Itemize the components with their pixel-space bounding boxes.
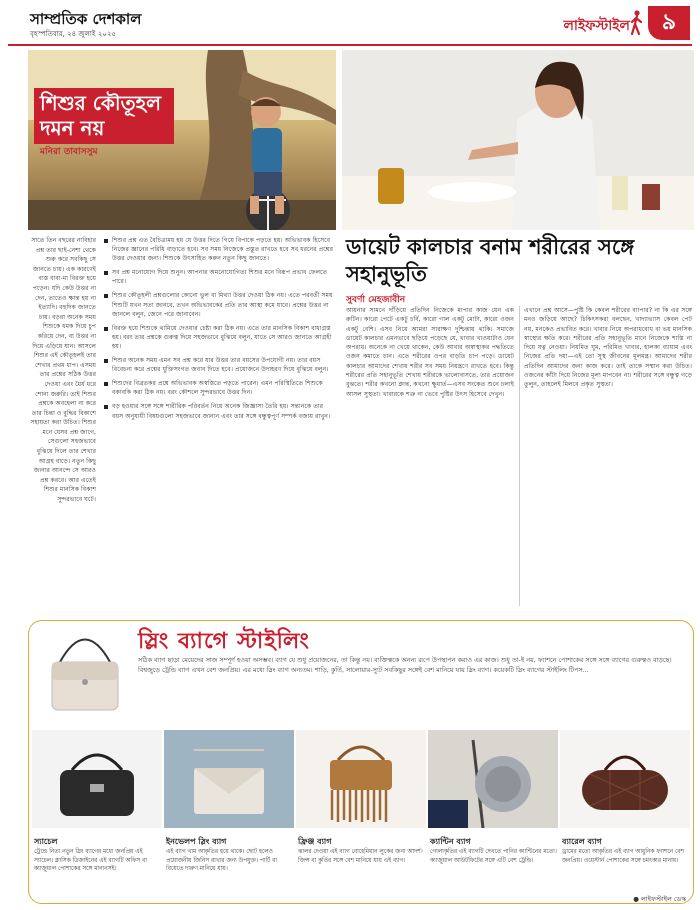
- bag-desc-barrel: ড্রামের মতো আকৃতির এই ব্যাগ আধুনিক ফ্যাশনে বেশ জনপ্রিয়। ওয়েস্টার্ন পোশাকের সঙ্গে চমৎকার মানায়।: [562, 849, 684, 864]
- bag-desc-fringe: ঝালর দেওয়া এই ব্যাগ বোহেমিয়ান লুকের জন্য আদর্শ। জিন্স বা কুর্তির সঙ্গে বেশ মানিয়ে যায় এই ব্যাগ।: [298, 849, 423, 864]
- bag-name-barrel: ব্যারেল ব্যাগ: [562, 837, 602, 846]
- bag-desc-canteen: গোলাকৃতির এই ব্যাগটি দেখতে পানির ক্যান্টিনের মতো। ক্যাজুয়াল আউটফিটের সঙ্গে এটি বেশ ট্রেন্ডি।: [430, 849, 557, 864]
- newspaper-name: সাম্প্রতিক দেশকাল: [30, 10, 142, 28]
- diet-article-column-2: এখানে প্রশ্ন আসে—পুষ্টি কি কেবল শরীরের ব্যাপার? না কি এর সঙ্গে মনও জড়িয়ে আছে? চিকিৎসকরা বলছেন, খাদ্যাভ্যাস কেবল পেট নয়, মনকেও প্রভাবিত করে। খাবার নিয়ে অপরাধবোধ বা ভয় মানসিক স্বাস্থ্যের ক্ষতি করে। শরীরের প্রতি সহানুভূতি মানে নিজেকে শাস্তি না দিয়ে যত্ন নেওয়া। নিয়মিত ঘুম, পরিমিত খাবার, হালকা ব্যায়াম এবং নিজের প্রতি দয়া—এই তো সুস্থ জীবনের মূলমন্ত্র। আমাদের শরীর প্রতিদিন আমাদের জন্য কাজ করে। তাই তাকে সম্মান করা উচিত। ওজনের কাঁটা দিয়ে নিজের মূল্য মাপবেন না। শরীরের সঙ্গে বন্ধুত্ব গড়ে তুলুন, তাহলেই মিলবে প্রকৃত সুস্থতা।: [524, 307, 692, 389]
- desk-credit: ● লাইফস্টাইল ডেস্ক: [633, 895, 686, 903]
- kid-tip-item: শিশুর অনেক সময় এমন সব প্রশ্ন করে যার উত্তর তার বয়সের উপযোগী নয়। তার বয়স বিবেচনা করে প্রশ্নের যুক্তিসংগত জবাব দিতে হবে। প্রয়োজনে উদাহরণ দিয়ে বুঝিয়ে বলুন।: [104, 356, 336, 374]
- kid-tip-item: বড় হওয়ার সঙ্গে সঙ্গে শারীরিক পরিবর্তন নিয়ে অনেক জিজ্ঞাসা তৈরি হয়। সন্তানকে তার বয়স অনুযায়ী বিষয়গুলো সহজভাবে জানান এবং তার সঙ্গে বন্ধুত্বপূর্ণ সম্পর্ক বজায় রাখুন।: [104, 402, 336, 420]
- kid-tip-item: বিরক্ত হয়ে শিশুকে থামিয়ে দেওয়ার চেষ্টা করা ঠিক নয়। এতে তার মানসিক বিকাশ বাধাগ্রস্ত হয়। বরং তার প্রশ্নকে গুরুত্ব দিয়ে সহজভাবে বুঝিয়ে বলুন, যাতে সে আরও জানতে আগ্রহী হয়।: [104, 324, 336, 351]
- fringe-bag-image: [296, 730, 426, 828]
- kid-tip-item: সব প্রশ্ন মনোযোগ দিয়ে শুনুন। আপনার অমনোযোগিতা শিশুর মনে বিরূপ প্রভাব ফেলতে পারে।: [104, 268, 336, 286]
- canteen-bag-image: [428, 730, 558, 828]
- bag-name-satchel: স্যাচেল: [34, 837, 58, 846]
- column-divider: [519, 306, 520, 606]
- barrel-bag-image: [560, 730, 690, 828]
- hero-bag-icon: [40, 622, 130, 732]
- kid-tip-item: শিশুদের বিব্রতকর প্রশ্নে অভিভাবক অস্বস্তিতে পড়তে পারেন। এমন পরিস্থিতিতে শিশুকে বকাবকি করা ঠিক নয়। বরং কৌশলে সুন্দরভাবে উত্তর দিন।: [104, 379, 336, 397]
- woman-eating-photo: [342, 50, 694, 230]
- kid-article-author: মনিরা তাবাসসুম: [40, 147, 98, 157]
- satchel-bag-image: [32, 730, 162, 828]
- page-number: ৯: [648, 6, 690, 40]
- kid-title-line1: শিশুর কৌতূহল: [40, 91, 161, 115]
- diet-article-title: ডায়েট কালচার বনাম শরীরের সঙ্গে সহানুভূতি: [346, 235, 635, 286]
- section-name: লাইফস্টাইল: [563, 18, 630, 34]
- walking-figure-icon: [630, 10, 644, 36]
- kid-tip-item: শিশুর কৌতূহলী প্রশ্নগুলোর কোনো ভুল বা মিথ্যা উত্তর দেওয়া ঠিক নয়। এতে পরবর্তী সময় শিশুটি যখন সত্য জানবে, তখন অভিভাবকের প্রতি তার আস্থা কমে যাবে। প্রশ্নের উত্তর না জানলে বলুন, জেনে পরে জানাবেন।: [104, 291, 336, 318]
- kid-article-intro-column: সাতে তিন বছরের নাবিহার প্রশ্ন তার ছাই-নেশা থেকে শুরু করে সবকিছু সে জানতে চায়। এক কারণেই ব্যস্ত বাবা-মা বিরক্ত হয়ে পড়েন। যদি কেউ উত্তর না দেন, তাতেও ক্ষান্ত হয় না ইত্যাদি। বহুদিক জানতে চায়। বড়রা অনেক সময় শিশুকে ধমক দিয়ে চুপ করিয়ে দেন, বা উত্তর না দিয়ে এড়িয়ে যান। আসলে শিশুর এই কৌতূহলই তার শেখার প্রথম ধাপ। এসময় তার প্রশ্নের সঠিক উত্তর দেওয়া এবং ধৈর্য ধরে শোনা জরুরি। তাই শিশুর প্রশ্নকে অবহেলা না করে তার চিন্তা ও বুদ্ধির বিকাশে সহায়তা করা উচিত। শিশুর মনে যেসব প্রশ্ন জাগে, সেগুলো সহজভাবে বুঝিয়ে দিলে তার শেখার আগ্রহ বাড়ে। নতুন কিছু জানার আনন্দে সে আরও প্রশ্ন করবে। আর এতেই শিশুর মানসিক বিকাশ সুন্দরভাবে ঘটে।: [30, 237, 96, 504]
- kid-article-title: [34, 88, 174, 144]
- diet-article-author: সুবর্ণা মেহজাবীন: [346, 295, 406, 305]
- bag-name-fringe: ফ্রিঞ্জ ব্যাগ: [298, 837, 332, 846]
- masthead-rule: [8, 44, 692, 46]
- sling-feature-intro: সঠিক ব্যাগ ছাড়া মেয়েদের সাজ সম্পূর্ণ হওয়া অসম্ভব। ব্যাগ যে শুধু প্রয়োজনের, তা কিন্তু নয়। ব্যক্তিত্বকে অনন্য রূপে উপস্থাপন করাও এর কাজ। শুধু তা-ই নয়, ফ্যাশনে পোশাকের সঙ্গে সঙ্গে ব্যাগের গুরুত্বও বাড়ছে। বিশ্বজুড়ে ট্রেন্ডি ব্যাগ এখন বেশ জনপ্রিয়। এর মধ্যে স্লিং ব্যাগ অন্যতম। শাড়ি, কুর্তি, সালোয়ার-স্যুট সবকিছুর সঙ্গেই বেশ মানিয়ে যায় স্লিং ব্যাগ। কয়েকটি স্লিং ব্যাগের স্টাইলিং টিপস...: [138, 656, 672, 674]
- kid-article-tips: [104, 236, 336, 608]
- bag-name-canteen: ক্যান্টিন ব্যাগ: [430, 837, 471, 846]
- sling-feature-title: স্লিং ব্যাগে স্টাইলিং: [138, 629, 310, 654]
- kid-title-line2: দমন নয়: [40, 116, 105, 140]
- bag-desc-envelope: এই ব্যাগ খাম আকৃতির হয়ে থাকে। ছোট হলেও প্রয়োজনীয় জিনিস রাখার জন্য উপযুক্ত। পার্টি বা বিয়েতে দারুণ মানিয়ে যায়।: [166, 849, 278, 873]
- bag-name-envelope: ইনভেলপ স্লিং ব্যাগ: [166, 837, 227, 846]
- bag-desc-satchel: ট্রেন্ডে নিত্য নতুন স্লিং ব্যাগের মধ্যে জনপ্রিয় এই স্যাচেল। ক্লাসিক ডিজাইনের এই ব্যাগটি অফিস বা ক্যাজুয়াল পোশাকের সঙ্গে মানানসই।: [34, 849, 147, 873]
- diet-article-column-1: আয়নার সামনে দাঁড়িয়ে প্রতিদিন নিজেকে মাপার কাজ যেন এক রুটিন। কারো পেটে একটু চর্বি, কারো গাল একটু মোটা, কারো ওজন একটু বেশি। এসব নিয়ে আমরা সারাক্ষণ দুশ্চিন্তায় থাকি। সমাজে ডায়েট কালচার এমনভাবে ছড়িয়ে পড়েছে যে, খাবার খাওয়াটাও যেন অপরাধ। অনেকে না খেয়ে থাকেন, কেউ আবার অস্বাস্থ্যকর পদ্ধতিতে ওজন কমাতে চান। এতে শরীরের ওপর বাড়তি চাপ পড়ে। ডায়েট কালচার আমাদের শেখায় শরীর সব সময় নিয়ন্ত্রণে রাখতে হবে। কিন্তু শরীরের প্রতি সহানুভূতি শেখায় শরীরকে ভালোবাসতে, তার প্রয়োজন বুঝতে। শরীর কখনো ক্লান্ত, কখনো ক্ষুধার্ত—এসব সংকেত শুনে চলাই আসল সুস্থতা। খাবারকে শত্রু না ভেবে পুষ্টির উৎস হিসেবে দেখুন।: [346, 307, 514, 398]
- issue-date: বৃহস্পতিবার, ২৪ জুলাই ২০২৫: [30, 30, 116, 38]
- envelope-bag-image: [164, 730, 294, 828]
- kid-tip-item: শিশুর প্রশ্ন এত বৈচিত্র্যময় হয় যে উত্তর দিতে গিয়ে বিপাকে পড়তে হয়। অভিভাবক হিসেবে নিজের জ্ঞানের পরিধি বাড়াতে হবে। সব সময় নিজেকে প্রস্তুত রাখতে হবে সব ধরনের প্রশ্নের উত্তর দেওয়ার জন্য। শিশুকে উৎসাহিত করুন নতুন কিছু জানতে।: [104, 236, 336, 263]
